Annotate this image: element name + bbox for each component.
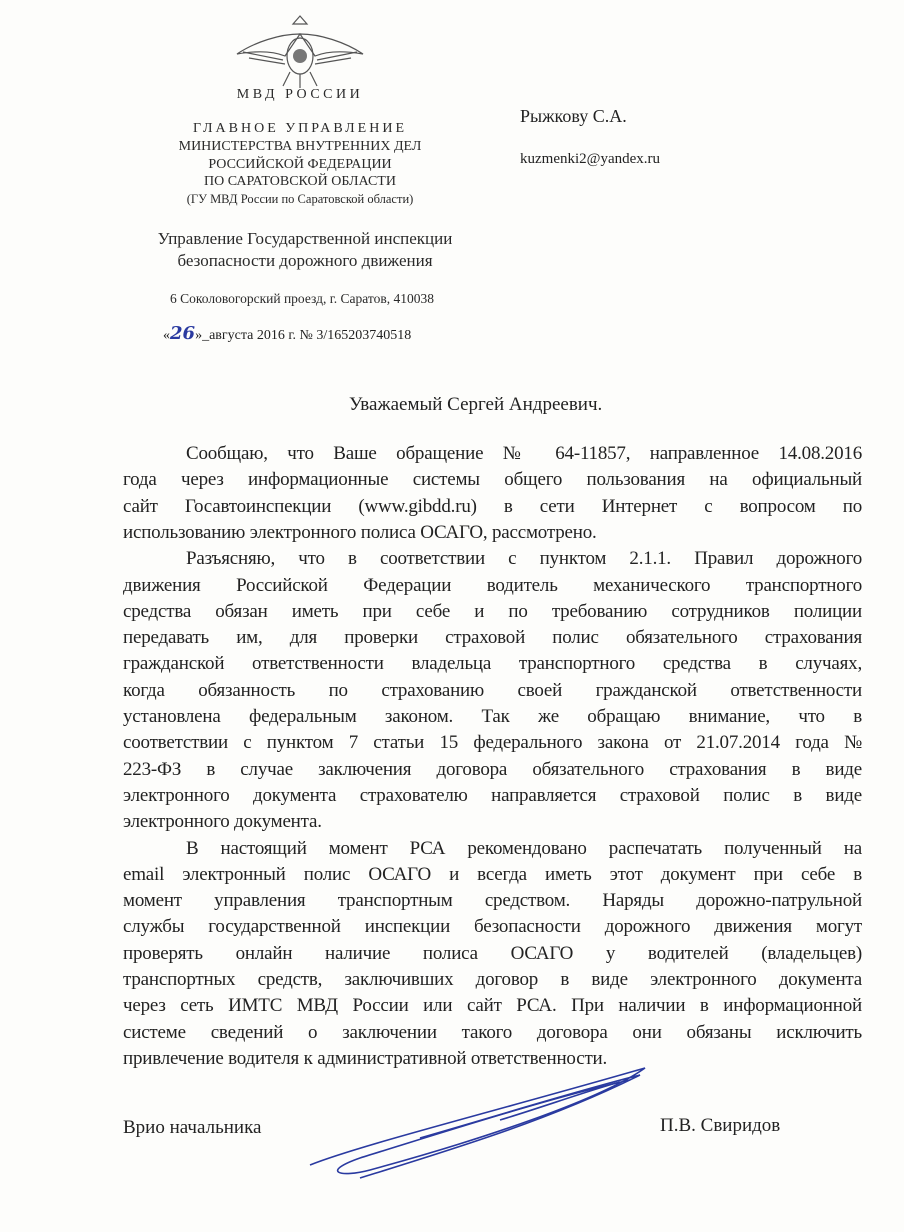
body-line: Разъясняю, что в соответствии с пунктом 2.1.1. Правил дорожного: [186, 548, 862, 570]
body-line: когда обязанность по страхованию своей гражданской ответственности: [123, 679, 862, 701]
body-line: электронного документа.: [123, 811, 322, 833]
body-line: электронного документа страхователю направляется страховой полис в виде: [123, 784, 862, 806]
department-line: МИНИСТЕРСТВА ВНУТРЕННИХ ДЕЛ: [178, 139, 422, 154]
body-line: email электронный полис ОСАГО и всегда иметь этот документ при себе в: [123, 863, 862, 885]
address: 6 Соколовогорский проезд, г. Саратов, 410038: [170, 291, 434, 306]
department-line: ПО САРАТОВСКОЙ ОБЛАСТИ: [204, 174, 396, 189]
body-line: В настоящий момент РСА рекомендовано распечатать полученный на: [186, 837, 862, 859]
emblem-icon: [235, 14, 365, 90]
ministry-name: МВД РОССИИ: [236, 87, 364, 102]
body-line: системе сведений о заключении такого договора они обязаны исключить: [123, 1021, 862, 1043]
recipient-email: kuzmenki2@yandex.ru: [520, 151, 661, 167]
department-line: РОССИЙСКОЙ ФЕДЕРАЦИИ: [208, 157, 392, 172]
greeting: Уважаемый Сергей Андреевич.: [349, 394, 603, 415]
body-line: движения Российской Федерации водитель механического транспортного: [123, 574, 862, 596]
body-line: соответствии с пунктом 7 статьи 15 федерального закона от 21.07.2014 года №: [123, 732, 862, 754]
body-line: службы государственной инспекции безопасности дорожного движения могут: [123, 916, 862, 938]
body-line: передавать им, для проверки страховой полис обязательного страхования: [123, 627, 862, 649]
body-line: гражданской ответственности владельца транспортного средства в случаях,: [123, 653, 862, 675]
body-line: Сообщаю, что Ваше обращение № 64-11857, направленное 14.08.2016: [186, 443, 862, 464]
date-number: [163, 323, 411, 344]
signatory-position: Врио начальника: [123, 1117, 262, 1138]
division-line: Управление Государственной инспекции: [157, 229, 453, 248]
body-line: транспортных средств, заключивших договор в виде электронного документа: [123, 969, 862, 990]
date-rest: »_августа 2016 г. № 3/165203740518: [195, 328, 412, 343]
body-line: привлечение водителя к административной ответственности.: [123, 1047, 608, 1069]
signature-handwritten: [300, 1060, 660, 1190]
body-line: сайт Госавтоинспекции (www.gibdd.ru) в сети Интернет с вопросом по: [123, 495, 862, 517]
department-abbrev: (ГУ МВД России по Саратовской области): [186, 192, 414, 206]
body-line: года через информационные системы общего пользования на официальный: [123, 469, 862, 491]
department-line: ГЛАВНОЕ УПРАВЛЕНИЕ: [192, 121, 407, 136]
body-line: установлена федеральным законом. Так же обращаю внимание, что в: [123, 706, 862, 727]
signatory-name: П.В. Свиридов: [660, 1115, 781, 1136]
body-line: 223-ФЗ в случае заключения договора обязательного страхования в виде: [123, 758, 862, 780]
body-line: момент управления транспортным средством. Наряды дорожно-патрульной: [123, 890, 862, 912]
recipient-name: Рыжкову С.А.: [520, 106, 627, 126]
division-line: безопасности дорожного движения: [177, 251, 433, 270]
date-day-handwritten: 26: [170, 323, 196, 344]
body-line: через сеть ИМТС МВД России или сайт РСА. При наличии в информационной: [123, 995, 862, 1017]
body-line: проверять онлайн наличие полиса ОСАГО у водителей (владельцев): [123, 942, 862, 964]
body-line: использованию электронного полиса ОСАГО, рассмотрено.: [123, 521, 597, 543]
date-quote: «: [163, 328, 170, 343]
body-line: средства обязан иметь при себе и по требованию сотрудников полиции: [123, 600, 862, 622]
